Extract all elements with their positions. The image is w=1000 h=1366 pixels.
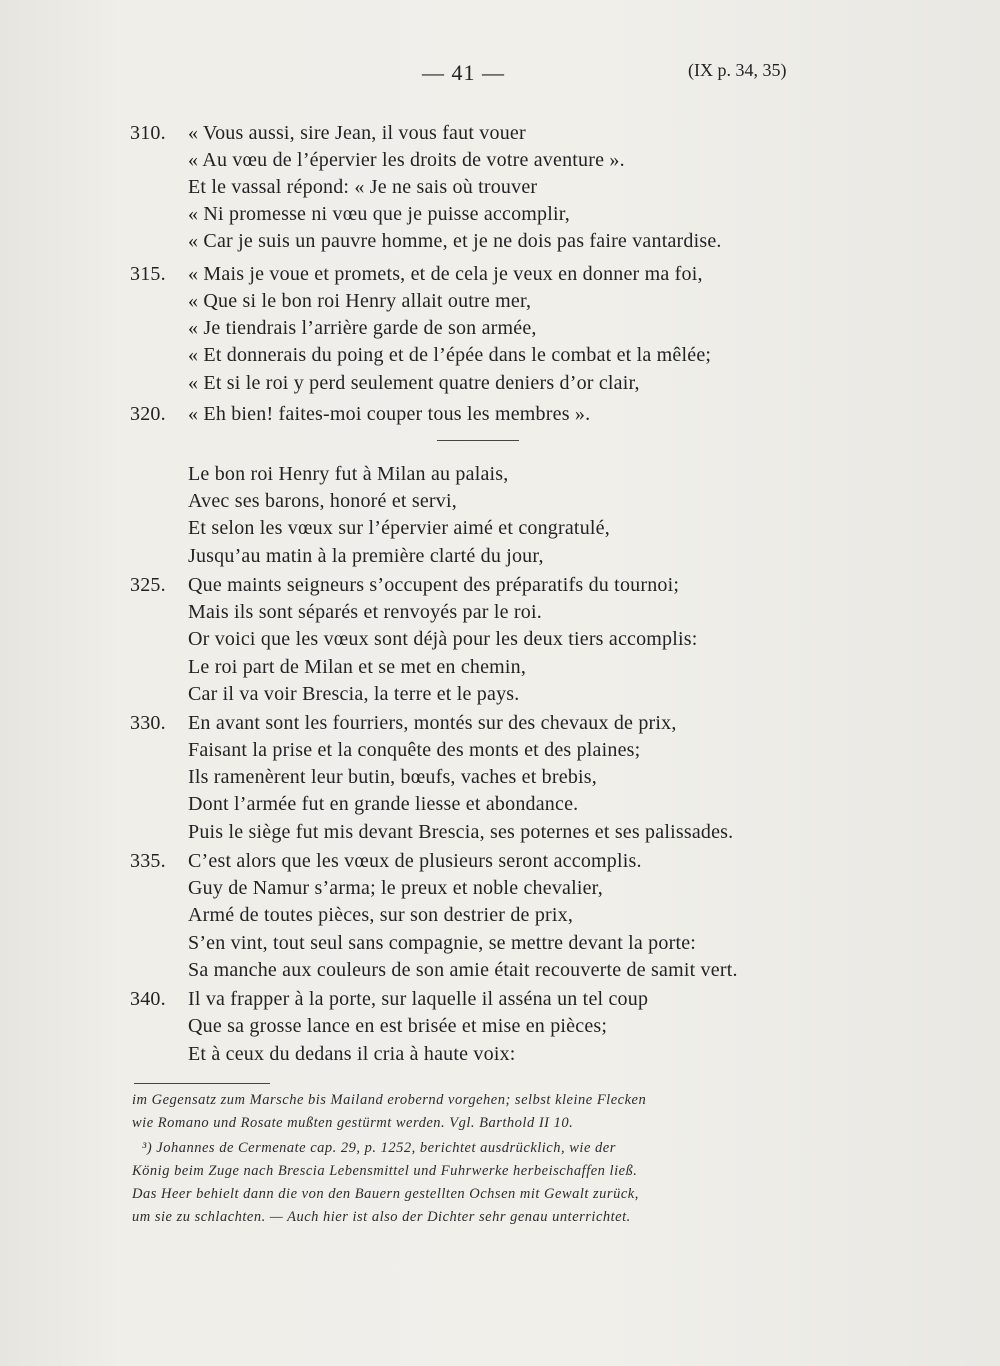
verse-text: S’en vint, tout seul sans compagnie, se mettre devant la porte: [188,932,697,954]
verse-text: Puis le siège fut mis devant Brescia, ses poternes et ses palissades. [188,821,734,843]
verse-number: 330. [130,712,166,734]
footnote-line: König beim Zuge nach Brescia Lebensmittel und Fuhrwerke herbeischaffen ließ. [132,1163,638,1179]
verse-text: « Car je suis un pauvre homme, et je ne dois pas faire vantardise. [188,230,722,252]
verse-text: Et le vassal répond: « Je ne sais où trouver [188,176,538,198]
verse-text: « Ni promesse ni vœu que je puisse accomplir, [188,203,571,225]
verse-text: Le roi part de Milan et se met en chemin, [188,656,527,678]
page-reference: (IX p. 34, 35) [688,60,787,80]
verse-text: Faisant la prise et la conquête des monts et des plaines; [188,739,641,761]
verse-text: « Et si le roi y perd seulement quatre deniers d’or clair, [188,372,640,394]
verse-text: Dont l’armée fut en grande liesse et abondance. [188,793,579,815]
verse-text: En avant sont les fourriers, montés sur des chevaux de prix, [188,712,677,734]
verse-text: Guy de Namur s’arma; le preux et noble chevalier, [188,877,603,899]
verse-text: Avec ses barons, honoré et servi, [188,490,457,512]
verse-text: C’est alors que les vœux de plusieurs seront accomplis. [188,850,642,872]
verse-text: « Vous aussi, sire Jean, il vous faut vouer [188,122,526,144]
verse-number: 325. [130,574,166,596]
verse-text: Le bon roi Henry fut à Milan au palais, [188,463,509,485]
verse-text: « Que si le bon roi Henry allait outre mer, [188,290,532,312]
verse-text: Sa manche aux couleurs de son amie était recouverte de samit vert. [188,959,738,981]
verse-number: 320. [130,403,166,425]
verse-text: Que maints seigneurs s’occupent des préparatifs du tournoi; [188,574,680,596]
footnote-line: im Gegensatz zum Marsche bis Mailand erobernd vorgehen; selbst kleine Flecken [132,1092,647,1108]
section-divider [437,440,519,441]
verse-text: Or voici que les vœux sont déjà pour les deux tiers accomplis: [188,628,698,650]
verse-number: 335. [130,850,166,872]
verse-text: « Et donnerais du poing et de l’épée dans le combat et la mêlée; [188,344,712,366]
verse-number: 310. [130,122,166,144]
footnote-divider [134,1083,270,1084]
verse-text: « Mais je voue et promets, et de cela je veux en donner ma foi, [188,263,703,285]
verse-text: Et selon les vœux sur l’épervier aimé et congratulé, [188,517,610,539]
verse-text: Il va frapper à la porte, sur laquelle il asséna un tel coup [188,988,649,1010]
page-number: — 41 — [422,60,505,85]
verse-text: « Eh bien! faites-moi couper tous les membres ». [188,403,591,425]
verse-text: Et à ceux du dedans il cria à haute voix: [188,1043,516,1065]
verse-text: Ils ramenèrent leur butin, bœufs, vaches et brebis, [188,766,597,788]
footnote-line: ³) Johannes de Cermenate cap. 29, p. 1252, berichtet ausdrücklich, wie der [142,1140,616,1156]
verse-text: Mais ils sont séparés et renvoyés par le roi. [188,601,542,623]
page-header [0,60,1000,90]
footnote-line: Das Heer behielt dann die von den Bauern gestellten Ochsen mit Gewalt zurück, [132,1186,639,1202]
verse-number: 340. [130,988,166,1010]
verse-text: Car il va voir Brescia, la terre et le pays. [188,683,520,705]
verse-text: « Je tiendrais l’arrière garde de son armée, [188,317,537,339]
verse-text: Que sa grosse lance en est brisée et mise en pièces; [188,1015,608,1037]
footnote-line: um sie zu schlachten. — Auch hier ist also der Dichter sehr genau unterrichtet. [132,1209,631,1225]
verse-number: 315. [130,263,166,285]
verse-text: « Au vœu de l’épervier les droits de votre aventure ». [188,149,625,171]
footnote-line: wie Romano und Rosate mußten gestürmt werden. Vgl. Barthold II 10. [132,1115,574,1131]
verse-text: Jusqu’au matin à la première clarté du jour, [188,545,544,567]
verse-text: Armé de toutes pièces, sur son destrier de prix, [188,904,574,926]
